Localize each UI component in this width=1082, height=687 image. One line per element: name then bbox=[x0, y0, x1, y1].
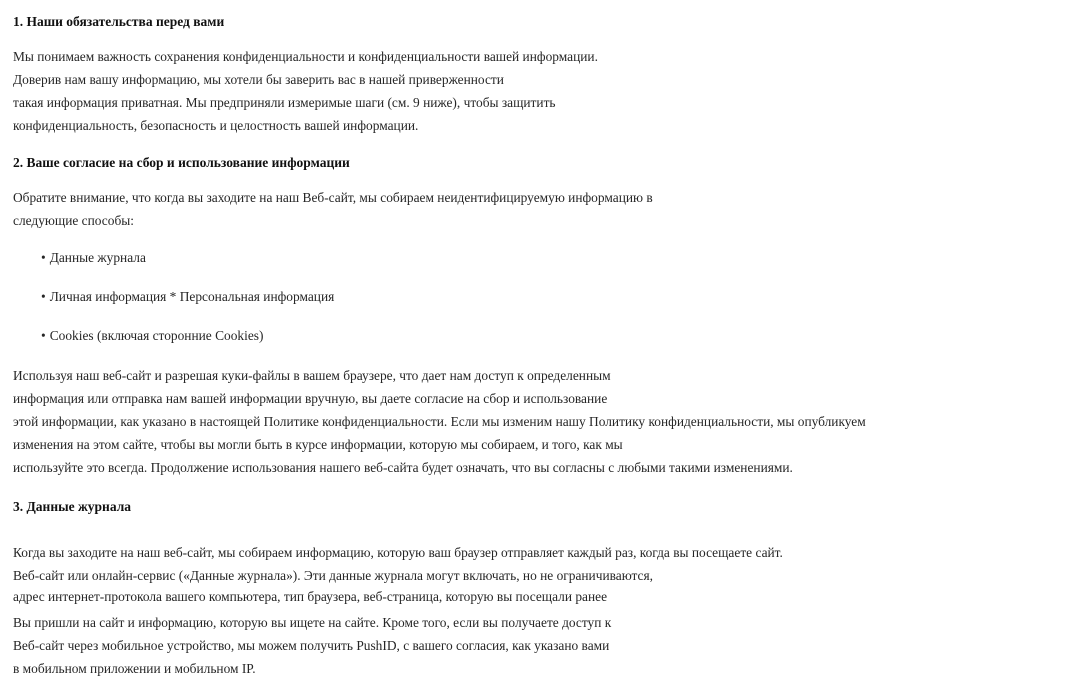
section-1-line-3: такая информация приватная. Мы предприняли измеримые шаги (см. 9 ниже), чтобы защитить bbox=[13, 95, 556, 110]
list-item bbox=[41, 289, 334, 305]
bullet-icon: • bbox=[41, 328, 46, 343]
section-3-heading: 3. Данные журнала bbox=[13, 499, 132, 514]
section-1-heading: 1. Наши обязательства перед вами bbox=[13, 14, 225, 29]
list-item bbox=[41, 328, 263, 344]
list-item-text: Cookies (включая сторонние Cookies) bbox=[49, 328, 264, 343]
section-3-line-4: Вы пришли на сайт и информацию, которую вы ищете на сайте. Кроме того, если вы получаете доступ к bbox=[13, 615, 612, 630]
section-1-line-1: Мы понимаем важность сохранения конфиденциальности и конфиденциальности вашей информации. bbox=[13, 49, 598, 64]
section-2-line-1: Обратите внимание, что когда вы заходите на наш Веб-сайт, мы собираем неидентифицируемую информацию в bbox=[13, 190, 653, 205]
section-2-heading: 2. Ваше согласие на сбор и использование информации bbox=[13, 155, 350, 170]
list-item-text: Данные журнала bbox=[49, 250, 146, 265]
section-2-after-line-1: Используя наш веб-сайт и разрешая куки-файлы в вашем браузере, что дает нам доступ к определенным bbox=[13, 368, 611, 383]
section-3-line-3: адрес интернет-протокола вашего компьютера, тип браузера, веб-страница, которую вы посещали ранее bbox=[13, 589, 608, 604]
bullet-icon: • bbox=[41, 250, 46, 265]
section-3-line-6: в мобильном приложении и мобильном IP. bbox=[13, 661, 256, 676]
list-item-text: Личная информация * Персональная информация bbox=[49, 289, 335, 304]
section-3-line-2: Веб-сайт или онлайн-сервис («Данные журнала»). Эти данные журнала могут включать, но не ограничиваются, bbox=[13, 568, 654, 583]
section-2-after-line-4: изменения на этом сайте, чтобы вы могли быть в курсе информации, которую мы собираем, и того, как мы bbox=[13, 437, 623, 452]
section-1-line-4: конфиденциальность, безопасность и целостность вашей информации. bbox=[13, 118, 419, 133]
list-item bbox=[41, 250, 146, 266]
section-2-after-line-3: этой информации, как указано в настоящей Политике конфиденциальности. Если мы изменим нашу Политику конфиденциальности, мы опубликуем bbox=[13, 414, 866, 429]
bullet-icon: • bbox=[41, 289, 46, 304]
section-3-line-1: Когда вы заходите на наш веб-сайт, мы собираем информацию, которую ваш браузер отправляет каждый раз, когда вы посещаете сайт. bbox=[13, 545, 783, 560]
section-2-line-2: следующие способы: bbox=[13, 213, 134, 228]
section-2-after-line-2: информация или отправка нам вашей информации вручную, вы даете согласие на сбор и использование bbox=[13, 391, 608, 406]
section-1-line-2: Доверив нам вашу информацию, мы хотели бы заверить вас в нашей приверженности bbox=[13, 72, 504, 87]
section-3-line-5: Веб-сайт через мобильное устройство, мы можем получить PushID, с вашего согласия, как указано вами bbox=[13, 638, 610, 653]
section-2-after-line-5: используйте это всегда. Продолжение использования нашего веб-сайта будет означать, что вы согласны с любыми такими изменениями. bbox=[13, 460, 793, 475]
